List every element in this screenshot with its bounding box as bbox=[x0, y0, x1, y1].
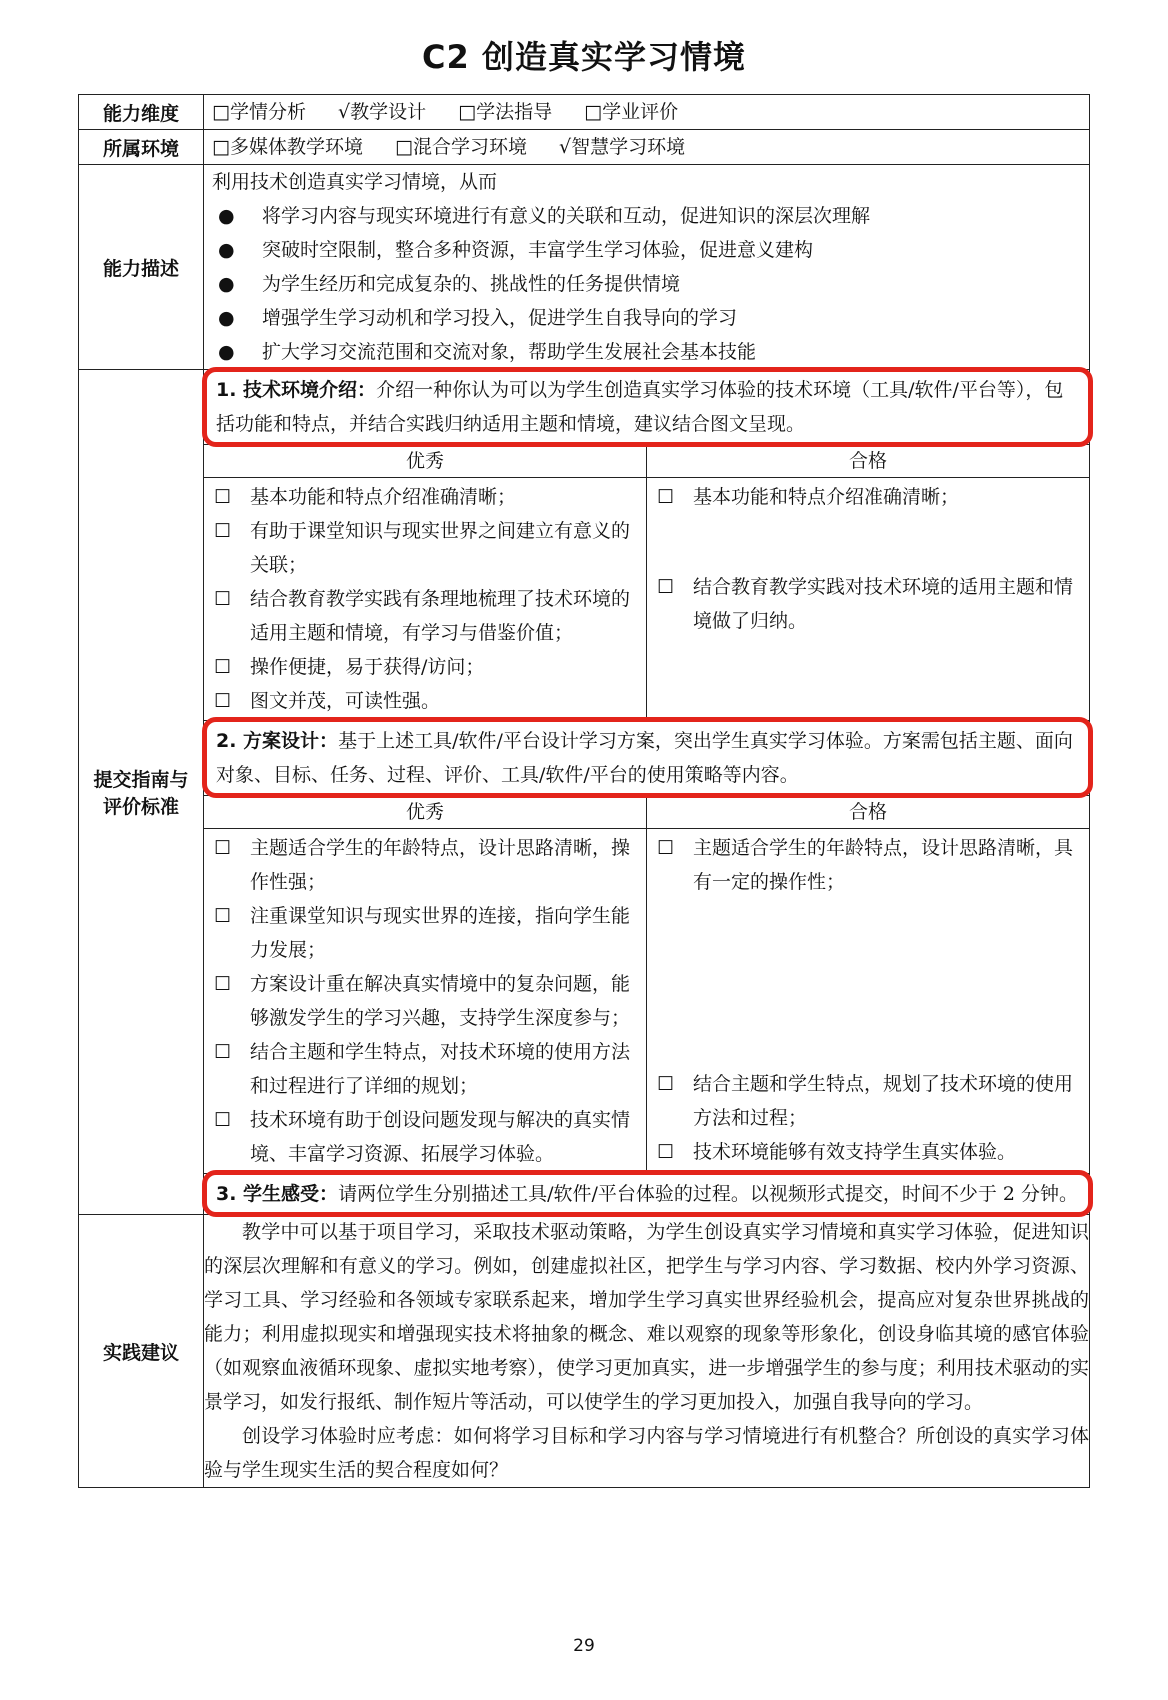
bullet-icon: ● bbox=[218, 307, 235, 329]
guide-label: 提交指南与 评价标准 bbox=[79, 370, 204, 1215]
practice-label: 实践建议 bbox=[79, 1215, 204, 1488]
criterion-item: ☐ 主题适合学生的年龄特点，设计思路清晰，操作性强； bbox=[204, 831, 646, 899]
description-bullet: ● 增强学生学习动机和学习投入，促进学生自我导向的学习 bbox=[212, 301, 1081, 335]
option-blended-env: □混合学习环境 bbox=[395, 136, 527, 158]
description-label: 能力描述 bbox=[79, 165, 204, 370]
description-intro: 利用技术创造真实学习情境，从而 bbox=[212, 171, 498, 193]
pass-header: 合格 bbox=[647, 796, 1090, 829]
checkbox-icon: ☐ bbox=[214, 837, 232, 859]
bullet-icon: ● bbox=[218, 341, 235, 363]
option-learning-guidance: □学法指导 bbox=[458, 101, 553, 123]
excellent-header: 优秀 bbox=[204, 445, 647, 478]
checkbox-icon: ☐ bbox=[657, 486, 675, 508]
criteria-table-1 bbox=[204, 444, 1089, 720]
criterion-item: ☐ 结合教育教学实践有条理地梳理了技术环境的适用主题和情境，有学习与借鉴价值； bbox=[204, 582, 646, 650]
criterion-item: ☐ 结合主题和学生特点，规划了技术环境的使用方法和过程； bbox=[647, 1067, 1089, 1135]
checkbox-icon: ☐ bbox=[214, 973, 232, 995]
criterion-item: ☐ 基本功能和特点介绍准确清晰； bbox=[647, 480, 1089, 514]
excellent-header: 优秀 bbox=[204, 796, 647, 829]
practice-cell bbox=[204, 1215, 1090, 1488]
description-cell bbox=[204, 165, 1090, 370]
checkbox-icon: ☐ bbox=[657, 576, 675, 598]
page-title: C2 创造真实学习情境 bbox=[422, 38, 746, 76]
bullet-icon: ● bbox=[218, 239, 235, 261]
option-learner-analysis: □学情分析 bbox=[212, 101, 306, 123]
section-plan-design: 2. 方案设计：基于上述工具/软件/平台设计学习方案，突出学生真实学习体验。方案需包括主题、面向对象、目标、任务、过程、评价、工具/软件/平台的使用策略等内容。 bbox=[204, 720, 1089, 795]
section-student-feedback: 3. 学生感受：请两位学生分别描述工具/软件/平台体验的过程。以视频形式提交，时间不少于 2 分钟。 bbox=[204, 1173, 1089, 1214]
checkbox-icon: ☐ bbox=[214, 520, 232, 542]
criterion-item: ☐ 技术环境有助于创设问题发现与解决的真实情境、丰富学习资源、拓展学习体验。 bbox=[204, 1103, 646, 1171]
criterion-item: ☐ 结合教育教学实践对技术环境的适用主题和情境做了归纳。 bbox=[647, 570, 1089, 638]
criterion-item: ☐ 主题适合学生的年龄特点，设计思路清晰，具有一定的操作性； bbox=[647, 831, 1089, 899]
criterion-item: ☐ 方案设计重在解决真实情境中的复杂问题，能够激发学生的学习兴趣，支持学生深度参与； bbox=[204, 967, 646, 1035]
criterion-item: ☐ 有助于课堂知识与现实世界之间建立有意义的关联； bbox=[204, 514, 646, 582]
bullet-icon: ● bbox=[218, 273, 235, 295]
dimension-options bbox=[204, 95, 1090, 130]
criterion-item: ☐ 结合主题和学生特点，对技术环境的使用方法和过程进行了详细的规划； bbox=[204, 1035, 646, 1103]
checkbox-icon: ☐ bbox=[214, 905, 232, 927]
description-bullet: ● 为学生经历和完成复杂的、挑战性的任务提供情境 bbox=[212, 267, 1081, 301]
dimension-label: 能力维度 bbox=[79, 95, 204, 130]
checkbox-icon: ☐ bbox=[214, 656, 232, 678]
page-number: 29 bbox=[573, 1636, 595, 1656]
environment-options bbox=[204, 130, 1090, 165]
criterion-item: ☐ 技术环境能够有效支持学生真实体验。 bbox=[647, 1135, 1089, 1169]
checkbox-icon: ☐ bbox=[214, 690, 232, 712]
criterion-item: ☐ 操作便捷，易于获得/访问； bbox=[204, 650, 646, 684]
practice-paragraph: 创设学习体验时应考虑：如何将学习目标和学习内容与学习情境进行有机整合？所创设的真实学习体验与学生现实生活的契合程度如何？ bbox=[204, 1425, 1089, 1481]
practice-paragraph: 教学中可以基于项目学习，采取技术驱动策略，为学生创设真实学习情境和真实学习体验，促进知识的深层次理解和有意义的学习。例如，创建虚拟社区，把学生与学习内容、学习数据、校内外学习资源、学习工具、学习经验和各领域专家联系起来，增加学生学习真实世界经验机会，提高应对复杂世界挑战的能力；利用虚拟现实和增强现实技术将抽象的概念、难以观察的现象等形象化，创设身临其境的感官体验（如观察血液循环现象、虚拟实地考察），使学习更加真实，进一步增强学生的参与度；利用技术驱动的实景学习，如发行报纸、制作短片等活动，可以使学生的学习更加投入，加强自我导向的学习。 bbox=[204, 1221, 1089, 1413]
criterion-item: ☐ 注重课堂知识与现实世界的连接，指向学生能力发展； bbox=[204, 899, 646, 967]
highlight-box-section-3 bbox=[202, 1170, 1093, 1217]
checkbox-icon: ☐ bbox=[214, 1109, 232, 1131]
bullet-icon: ● bbox=[218, 205, 235, 227]
option-assessment: □学业评价 bbox=[584, 101, 679, 123]
criterion-item: ☐ 基本功能和特点介绍准确清晰； bbox=[204, 480, 646, 514]
checkbox-icon: ☐ bbox=[214, 486, 232, 508]
environment-label: 所属环境 bbox=[79, 130, 204, 165]
checkbox-icon: ☐ bbox=[214, 1041, 232, 1063]
section-tech-environment: 1. 技术环境介绍：介绍一种你认为可以为学生创造真实学习体验的技术环境（工具/软件/平台等），包括功能和特点，并结合实践归纳适用主题和情境，建议结合图文呈现。 bbox=[216, 379, 1064, 435]
highlight-box-section-2 bbox=[202, 717, 1093, 798]
criteria-table-2 bbox=[204, 795, 1089, 1173]
checkbox-icon: ☐ bbox=[214, 588, 232, 610]
checkbox-icon: ☐ bbox=[657, 1073, 675, 1095]
description-bullet: ● 扩大学习交流范围和交流对象，帮助学生发展社会基本技能 bbox=[212, 335, 1081, 369]
description-bullet: ● 将学习内容与现实环境进行有意义的关联和互动，促进知识的深层次理解 bbox=[212, 199, 1081, 233]
checkbox-icon: ☐ bbox=[657, 837, 675, 859]
description-bullet: ● 突破时空限制，整合多种资源，丰富学生学习体验，促进意义建构 bbox=[212, 233, 1081, 267]
checkbox-icon: ☐ bbox=[657, 1141, 675, 1163]
highlight-box-section-1 bbox=[202, 367, 1093, 447]
criterion-item: ☐ 图文并茂，可读性强。 bbox=[204, 684, 646, 718]
pass-header: 合格 bbox=[647, 445, 1090, 478]
option-teaching-design: √教学设计 bbox=[338, 101, 427, 123]
option-smart-env: √智慧学习环境 bbox=[559, 136, 686, 158]
option-multimedia-env: □多媒体教学环境 bbox=[212, 136, 363, 158]
